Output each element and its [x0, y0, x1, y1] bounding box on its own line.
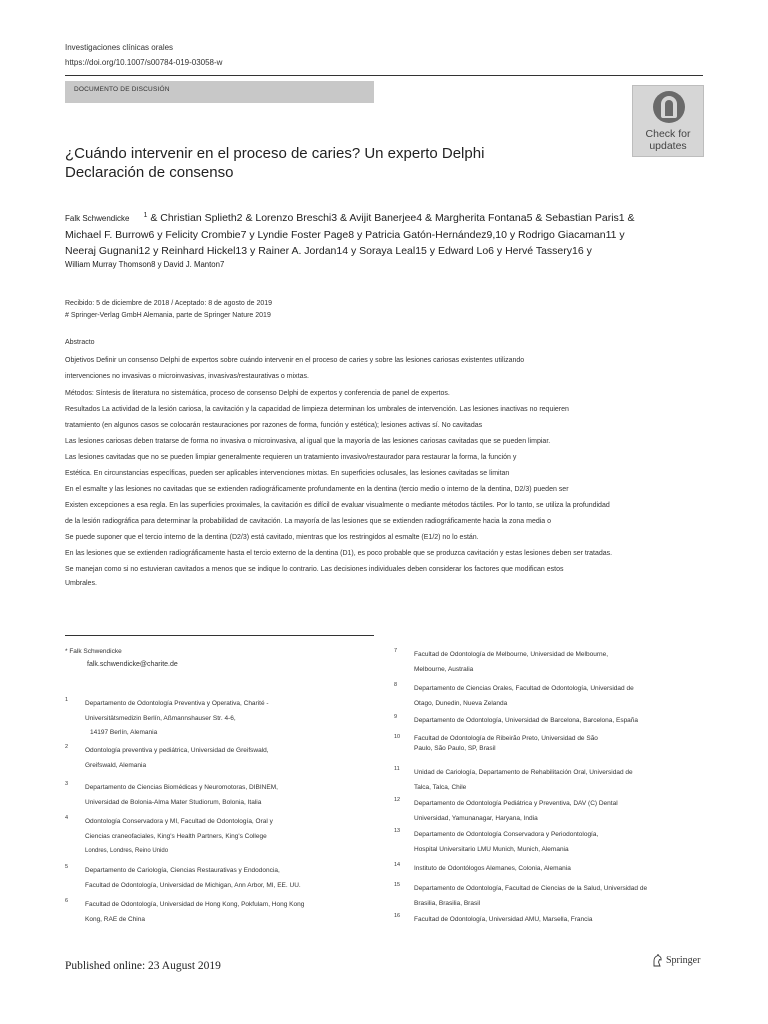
- affiliation-line: Facultad de Odontología, Universidad AMU, Marsella, Francia: [414, 916, 593, 923]
- affiliation-line: Londres, Londres, Reino Unido: [85, 848, 169, 854]
- author-line1-rest: & Christian Splieth2 & Lorenzo Breschi3 & Avijit Banerjee4 & Margherita Fontana5 & Sebastian Paris1 &: [150, 212, 635, 224]
- badge-line2: updates: [649, 140, 687, 152]
- springer-horse-icon: [652, 954, 663, 967]
- affiliation-line: Departamento de Cariología, Ciencias Restaurativas y Endodoncia,: [85, 867, 280, 874]
- affiliation-line: Universidad de Bolonia-Alma Mater Studiorum, Bolonia, Italia: [85, 798, 262, 806]
- abstract-line: Se puede suponer que el tercio interno de la dentina (D2/3) está cavitado, mientras que los restringidos al esmalte (E1/2) no lo están.: [65, 534, 479, 541]
- affiliation-number: 5: [65, 864, 69, 870]
- affiliation-line: Facultad de Odontología, Universidad de Hong Kong, Pokfulam, Hong Kong: [85, 901, 305, 908]
- affiliation-number: 14: [394, 862, 401, 868]
- abstract-line: intervenciones no invasivas o microinvasivas, invasivas/restaurativas o mixtas.: [65, 373, 309, 380]
- abstract-line: En las lesiones que se extienden radiográficamente hasta el tercio externo de la dentina (D1), es poco probable que se produzca cavitación y estas lesiones deben ser tratadas.: [65, 550, 613, 557]
- article-title: [65, 144, 625, 182]
- affiliation-line: Departamento de Odontología Pediátrica y Preventiva, DAV (C) Dental: [414, 800, 618, 807]
- abstract-heading: Abstracto: [65, 339, 95, 346]
- affiliation-line: Departamento de Odontología, Facultad de Ciencias de la Salud, Universidad de: [414, 885, 648, 892]
- journal-name: Investigaciones clínicas orales: [65, 43, 174, 52]
- published-date: Published online: 23 August 2019: [65, 960, 221, 972]
- affiliation-number: 1: [65, 697, 69, 703]
- affiliation-number: 13: [394, 828, 401, 834]
- bookmark-icon: [653, 91, 685, 123]
- header-rule: [65, 75, 703, 76]
- article-type-label: DOCUMENTO DE DISCUSIÓN: [74, 86, 170, 93]
- received-accepted: Recibido: 5 de diciembre de 2018 / Aceptado: 8 de agosto de 2019: [65, 300, 273, 307]
- affiliation-number: 12: [394, 797, 401, 803]
- affiliation-line: Universidad, Yamunanagar, Haryana, India: [414, 814, 538, 822]
- affiliation-line: Hospital Universitario LMU Munich, Munich, Alemania: [414, 845, 569, 853]
- affiliation-number: 15: [394, 882, 401, 888]
- correspondence-email[interactable]: falk.schwendicke@charite.de: [87, 661, 178, 668]
- footnote-rule: [65, 635, 374, 636]
- affiliation-line: Universitätsmedizin Berlín, Aßmannshauser Str. 4-6,: [85, 714, 236, 722]
- publisher-name: Springer: [666, 955, 701, 966]
- author-list: [65, 208, 715, 259]
- affiliation-number: 10: [394, 734, 401, 740]
- affiliation-line: Talca, Talca, Chile: [414, 783, 467, 791]
- abstract-line: En el esmalte y las lesiones no cavitadas que se extienden radiográficamente profundamente en la dentina (tercio medio o interno de la dentina, D2/3) pueden ser: [65, 486, 569, 493]
- springer-logo: [652, 954, 700, 967]
- author-line2: Michael F. Burrow6 y Felicity Crombie7 y Lyndie Foster Page8 y Patricia Gatón-Hernández9,10 y Rodrigo Giacaman11 y: [65, 229, 625, 241]
- affiliation-number: 4: [65, 815, 69, 821]
- abstract-line: Objetivos Definir un consenso Delphi de expertos sobre cuándo intervenir en el proceso de caries y sobre las lesiones cariosas existentes utilizando: [65, 357, 525, 364]
- affiliation-line: Paulo, São Paulo, SP, Brasil: [414, 745, 496, 752]
- title-line1: ¿Cuándo intervenir en el proceso de caries? Un experto Delphi: [65, 145, 485, 162]
- affiliation-line: Facultad de Odontología de Ribeirão Preto, Universidad de São: [414, 735, 598, 742]
- affiliation-number: 3: [65, 781, 69, 787]
- author-line3: Neeraj Gugnani12 y Reinhard Hickel13 y Rainer A. Jordan14 y Soraya Leal15 y Edward Lo6 y Hervé Tassery16 y: [65, 245, 592, 257]
- abstract-line: Se manejan como si no estuvieran cavitados a menos que se indique lo contrario. Las decisiones individuales deben considerar los factores que modifican estos: [65, 566, 564, 573]
- affiliation-line: Ciencias craneofaciales, King's Health Partners, King's College: [85, 832, 267, 840]
- abstract-line: Resultados La actividad de la lesión cariosa, la cavitación y la capacidad de limpieza determinan los umbrales de intervención. Las lesiones inactivas no requieren: [65, 406, 569, 413]
- affiliation-line: 14197 Berlín, Alemania: [90, 729, 158, 736]
- affiliation-number: 11: [394, 766, 400, 772]
- affiliation-line: Departamento de Ciencias Biomédicas y Neuromotoras, DIBINEM,: [85, 784, 278, 791]
- affiliation-line: Greifswald, Alemania: [85, 761, 147, 769]
- check-for-updates-badge[interactable]: [632, 85, 704, 157]
- copyright: # Springer-Verlag GmbH Alemania, parte de Springer Nature 2019: [65, 312, 271, 319]
- affiliation-line: Otago, Dunedin, Nueva Zelanda: [414, 699, 508, 707]
- abstract-line: Estética. En circunstancias específicas, pueden ser aplicables intervenciones mixtas. En superficies oclusales, las lesiones cavitadas se limitan: [65, 470, 510, 477]
- affiliation-line: Odontología Conservadora y MI, Facultad de Odontología, Oral y: [85, 818, 273, 825]
- abstract-line: Umbrales.: [65, 580, 97, 587]
- affiliation-line: Unidad de Cariología, Departamento de Rehabilitación Oral, Universidad de: [414, 769, 633, 776]
- abstract-line: Las lesiones cariosas deben tratarse de forma no invasiva o microinvasiva, al igual que la mayoría de las lesiones cariosas cavitadas que se pueden limpiar.: [65, 438, 551, 445]
- affiliation-line: Departamento de Odontología, Universidad de Barcelona, Barcelona, España: [414, 717, 639, 724]
- affiliation-line: Odontología preventiva y pediátrica, Universidad de Greifswald,: [85, 747, 269, 754]
- affiliation-line: Kong, RAE de China: [85, 915, 145, 923]
- affiliation-number: 8: [394, 682, 398, 688]
- affiliation-line: Brasilia, Brasilia, Brasil: [414, 899, 481, 907]
- abstract-line: de la lesión radiográfica para determinar la probabilidad de cavitación. La mayoría de las lesiones que se extienden radiográficamente hacia la zona media o: [65, 518, 552, 525]
- abstract-line: Existen excepciones a esa regla. En las superficies proximales, la cavitación es difícil de evaluar visualmente o mediante métodos táctiles. Por lo tanto, se utiliza la profundidad: [65, 502, 610, 509]
- affiliation-number: 2: [65, 744, 69, 750]
- affiliation-line: Melbourne, Australia: [414, 665, 474, 673]
- article-dates: [65, 298, 272, 322]
- abstract-line: Métodos: Síntesis de literatura no sistemática, proceso de consenso Delphi de expertos y conferencia de panel de expertos.: [65, 390, 450, 397]
- author-line1: [65, 208, 715, 227]
- title-line2: Declaración de consenso: [65, 164, 234, 181]
- affiliation-number: 7: [394, 648, 398, 654]
- first-author[interactable]: Falk Schwendicke: [65, 214, 130, 223]
- author-line4: William Murray Thomson8 y David J. Manton7: [65, 260, 225, 269]
- badge-line1: Check for: [645, 128, 691, 140]
- affiliation-number: 9: [394, 714, 398, 720]
- article-type-banner: [65, 81, 374, 103]
- affiliation-line: Departamento de Odontología Conservadora y Periodontología,: [414, 831, 599, 838]
- correspondence-name: * Falk Schwendicke: [65, 648, 122, 655]
- affiliation-line: Departamento de Ciencias Orales, Facultad de Odontología, Universidad de: [414, 685, 634, 692]
- abstract-line: tratamiento (en algunos casos se colocarán restauraciones por razones de forma, función y estética); lesiones activas sí. No cavitadas: [65, 422, 483, 429]
- abstract-line: Las lesiones cavitadas que no se pueden limpiar generalmente requieren un tratamiento invasivo/restaurador para restaurar la forma, la función y: [65, 454, 517, 461]
- first-author-affil: 1: [143, 212, 148, 219]
- affiliation-line: Facultad de Odontología de Melbourne, Universidad de Melbourne,: [414, 651, 609, 658]
- affiliation-line: Departamento de Odontología Preventiva y Operativa, Charité -: [85, 700, 269, 707]
- affiliation-number: 6: [65, 898, 69, 904]
- doi-link[interactable]: https://doi.org/10.1007/s00784-019-03058-w: [65, 58, 223, 67]
- affiliation-line: Instituto de Odontólogos Alemanes, Colonia, Alemania: [414, 865, 571, 872]
- affiliation-line: Facultad de Odontología, Universidad de Michigan, Ann Arbor, MI, EE. UU.: [85, 881, 301, 889]
- affiliation-number: 16: [394, 913, 401, 919]
